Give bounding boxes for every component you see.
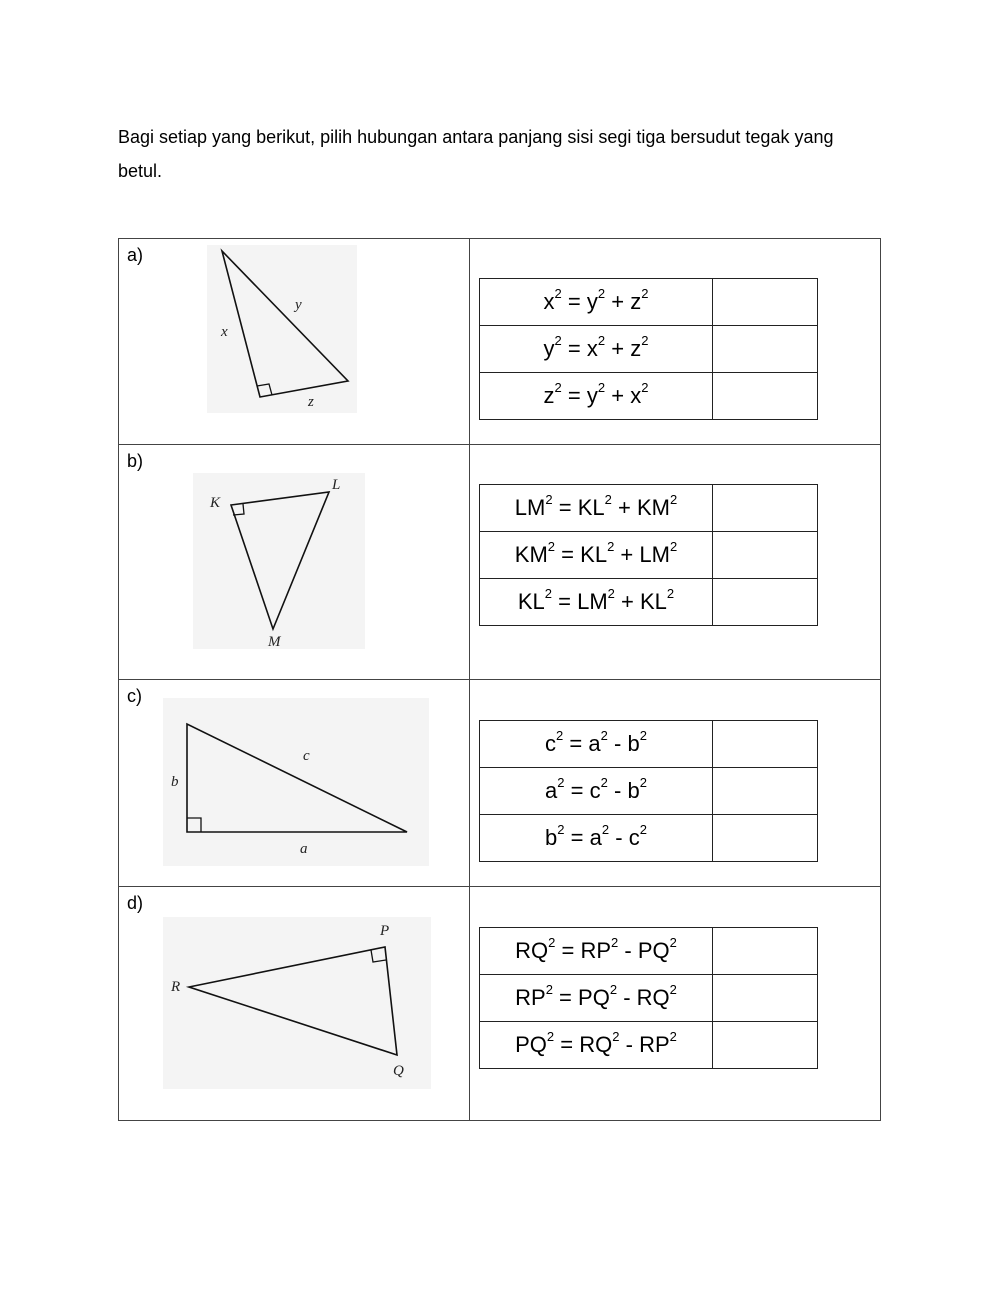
option-row (480, 279, 818, 326)
triangle-figure-a (207, 245, 357, 413)
option-equation[interactable]: $c^2 = a^2 - b^2$ (480, 721, 713, 768)
answer-box[interactable] (713, 326, 818, 373)
option-row (480, 721, 818, 768)
option-equation[interactable]: $y^2 = x^2 + z^2$ (480, 326, 713, 373)
option-row (480, 326, 818, 373)
option-equation[interactable]: $z^2 = y^2 + x^2$ (480, 373, 713, 420)
answer-box[interactable] (713, 975, 818, 1022)
option-equation[interactable]: $b^2 = a^2 - c^2$ (480, 815, 713, 862)
answer-box[interactable] (713, 532, 818, 579)
option-row (480, 975, 818, 1022)
option-equation[interactable]: $PQ^2 = RQ^2 - RP^2$ (480, 1022, 713, 1069)
triangle-figure-b (193, 473, 365, 649)
question-row-c (119, 680, 881, 887)
triangle-figure-c (163, 698, 429, 866)
question-table (118, 238, 881, 1121)
option-row (480, 1022, 818, 1069)
question-label: b) (127, 451, 144, 471)
triangle-figure-d (163, 917, 431, 1089)
option-equation[interactable]: $LM^2 = KL^2 + KM^2$ (480, 485, 713, 532)
options-cell-c (470, 680, 881, 887)
answer-box[interactable] (713, 721, 818, 768)
vertex-label: M (268, 634, 281, 649)
side-label: z (308, 394, 314, 410)
side-label: c (303, 748, 310, 764)
options-table-b (479, 484, 818, 626)
figure-cell-b (119, 445, 470, 680)
options-table-c (479, 720, 818, 862)
vertex-label: L (332, 477, 341, 493)
side-label: b (171, 774, 179, 790)
question-row-d (119, 887, 881, 1121)
options-cell-b (470, 445, 881, 680)
answer-box[interactable] (713, 485, 818, 532)
answer-box[interactable] (713, 579, 818, 626)
option-equation[interactable]: $a^2 = c^2 - b^2$ (480, 768, 713, 815)
question-label: c) (127, 686, 142, 706)
side-label: x (221, 324, 228, 340)
option-equation[interactable]: $RP^2 = PQ^2 - RQ^2$ (480, 975, 713, 1022)
question-label: a) (127, 245, 144, 265)
answer-box[interactable] (713, 928, 818, 975)
answer-box[interactable] (713, 815, 818, 862)
side-label: a (300, 841, 308, 857)
options-cell-d (470, 887, 881, 1121)
option-equation[interactable]: $RQ^2 = RP^2 - PQ^2$ (480, 928, 713, 975)
figure-cell-a (119, 239, 470, 445)
triangle-shape (222, 251, 348, 397)
answer-box[interactable] (713, 768, 818, 815)
option-equation[interactable]: $KL^2 = LM^2 + KL^2$ (480, 579, 713, 626)
option-row (480, 373, 818, 420)
vertex-label: R (171, 979, 181, 995)
question-row-a (119, 239, 881, 445)
option-equation[interactable]: $x^2 = y^2 + z^2$ (480, 279, 713, 326)
option-row (480, 928, 818, 975)
figure-cell-d (119, 887, 470, 1121)
right-angle-marker (187, 818, 201, 832)
options-table-d (479, 927, 818, 1069)
answer-box[interactable] (713, 1022, 818, 1069)
vertex-label: P (380, 923, 390, 939)
side-label: y (295, 297, 302, 313)
question-label: d) (127, 893, 144, 913)
answer-box[interactable] (713, 279, 818, 326)
option-row (480, 532, 818, 579)
triangle-shape (189, 947, 397, 1055)
question-row-b (119, 445, 881, 680)
vertex-label: K (210, 495, 221, 511)
option-row (480, 579, 818, 626)
option-row (480, 485, 818, 532)
instructions-text: Bagi setiap yang berikut, pilih hubungan antara panjang sisi segi tiga bersudut tegak yang betul. (118, 127, 834, 181)
option-row (480, 815, 818, 862)
options-table-a (479, 278, 818, 420)
answer-box[interactable] (713, 373, 818, 420)
option-row (480, 768, 818, 815)
option-equation[interactable]: $KM^2 = KL^2 + LM^2$ (480, 532, 713, 579)
right-angle-marker (371, 950, 386, 962)
options-cell-a (470, 239, 881, 445)
triangle-shape (231, 492, 329, 629)
vertex-label: Q (393, 1063, 404, 1079)
figure-cell-c (119, 680, 470, 887)
triangle-shape (187, 724, 407, 832)
